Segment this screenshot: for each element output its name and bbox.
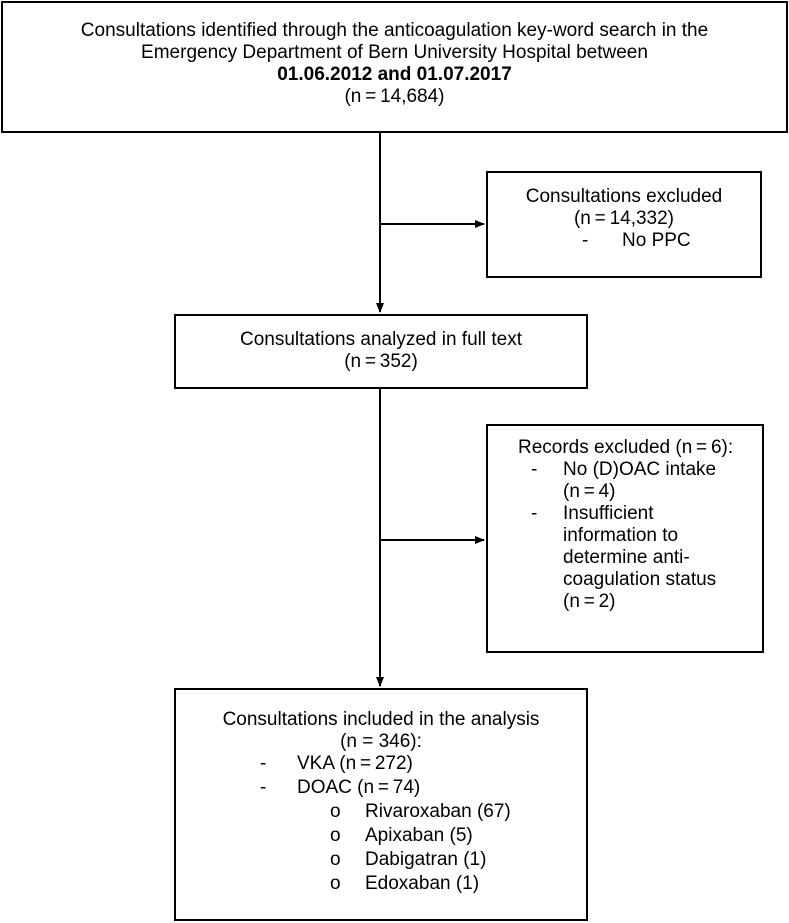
included-group-dash: - [260,777,267,798]
included-subitem-bullet: o [330,873,341,894]
included-subitem [176,873,586,897]
included-subitem-bullet: o [330,849,341,870]
included-box [174,688,588,921]
excluded-item [488,230,760,252]
excluded-item-text: No PPC [622,230,691,251]
included-group-text: DOAC (n = 74) [297,777,421,798]
records-excluded-item-line: Insufficient [563,503,654,524]
excluded-box [486,171,762,278]
records-excluded-item-line: No (D)OAC intake [563,459,717,480]
records-excluded-title: Records excluded (n = 6): [518,437,734,458]
records-excluded-item [488,503,762,613]
included-subitem-text: Dabigatran (1) [365,849,487,870]
excluded-item-dash: - [582,230,589,251]
analyzed-box [174,314,588,389]
records-excluded-item [488,459,762,503]
included-subitem [176,849,586,873]
excluded-title: Consultations excluded [525,186,723,207]
identified-box [1,1,788,133]
included-subitem-text: Apixaban (5) [365,825,473,846]
analyzed-title: Consultations analyzed in full text [240,329,522,350]
excluded-count: (n = 14,332) [573,208,675,229]
records-excluded-box [486,424,764,653]
records-excluded-item-line: (n = 2) [563,591,616,612]
included-subitem-bullet: o [330,825,341,846]
records-excluded-item-dash: - [531,459,538,480]
included-group [176,753,586,777]
records-excluded-item-line: information to [563,525,679,546]
records-excluded-item-line: coagulation status [563,569,717,590]
included-subitem-text: Edoxaban (1) [365,873,480,894]
records-excluded-item-line: (n = 4) [563,481,616,502]
included-count: (n = 346): [340,731,422,752]
records-excluded-item-line: determine anti- [563,547,690,568]
included-group-dash: - [260,753,267,774]
identified-count: (n = 14,684) [344,86,445,107]
identified-date-range: 01.06.2012 and 01.07.2017 [277,64,512,85]
records-excluded-item-dash: - [531,503,538,524]
identified-line-1: Consultations identified through the anticoagulation key-word search in the [80,20,709,41]
included-subitem [176,801,586,825]
identified-line-2: Emergency Department of Bern University Hospital between [141,42,648,63]
analyzed-count: (n = 352) [344,351,418,372]
included-title: Consultations included in the analysis [222,709,540,730]
included-group-text: VKA (n = 272) [297,753,413,774]
included-subitem-bullet: o [330,801,341,822]
included-subitem-text: Rivaroxaban (67) [365,801,511,822]
included-subitem [176,825,586,849]
included-group [176,777,586,801]
